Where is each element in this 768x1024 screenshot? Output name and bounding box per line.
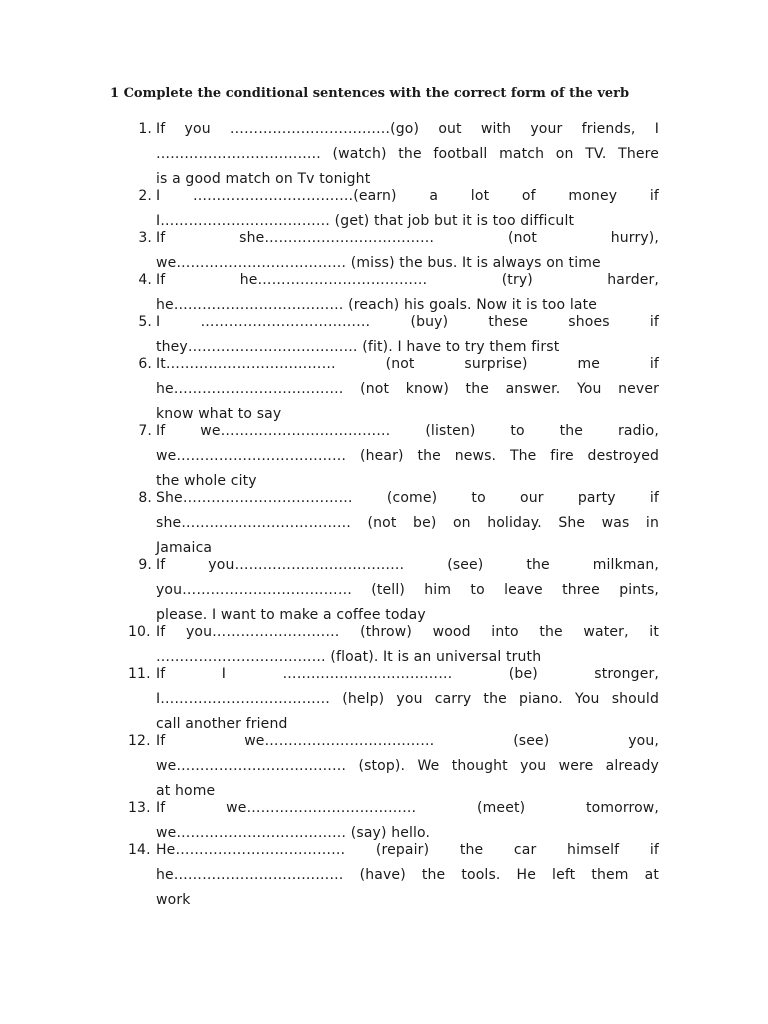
- exercise-item: [128, 352, 659, 427]
- exercise-line: work: [156, 892, 191, 908]
- exercise-line: If we……………………………… (listen) to the radio,: [156, 423, 659, 439]
- exercise-line: If we……………………………… (meet) tomorrow,: [156, 800, 659, 816]
- exercise-item: [128, 486, 659, 561]
- exercise-number: 12.: [128, 733, 151, 749]
- exercise-line: If we……………………………… (see) you,: [156, 733, 659, 749]
- exercise-line: we……………………………… (stop). We thought you were already: [156, 758, 659, 774]
- exercise-line: she……………………………… (not be) on holiday. She was in: [156, 515, 659, 531]
- exercise-line: please. I want to make a coffee today: [156, 607, 426, 623]
- exercise-heading: 1 Complete the conditional sentences with the correct form of the verb: [110, 86, 630, 101]
- exercise-line: they……………………………… (fit). I have to try them first: [156, 339, 560, 355]
- exercise-number: 3.: [138, 230, 152, 246]
- exercise-line: he……………………………… (have) the tools. He left them at: [156, 867, 659, 883]
- exercise-line: I ………………………….…(earn) a lot of money if: [156, 188, 659, 204]
- exercise-line: he……………………………… (reach) his goals. Now it is too late: [156, 297, 597, 313]
- exercise-line: you……………………………… (tell) him to leave three pints,: [156, 582, 659, 598]
- exercise-line: Jamaica: [156, 540, 213, 556]
- exercise-number: 14.: [128, 842, 151, 858]
- exercise-line: at home: [156, 783, 216, 799]
- exercise-line: we……………………………… (hear) the news. The fire destroyed: [156, 448, 659, 464]
- exercise-number: 2.: [138, 188, 152, 204]
- exercise-number: 5.: [138, 314, 152, 330]
- exercise-item: [128, 838, 659, 913]
- exercise-line: know what to say: [156, 406, 282, 422]
- exercise-line: he……………………………… (not know) the answer. You never: [156, 381, 659, 397]
- exercise-list: [128, 117, 659, 908]
- exercise-number: 6.: [138, 356, 152, 372]
- exercise-line: If I ……………………………… (be) stronger,: [156, 666, 659, 682]
- exercise-number: 11.: [128, 666, 151, 682]
- exercise-number: 4.: [138, 272, 152, 288]
- exercise-item: [128, 419, 659, 494]
- exercise-item: [128, 117, 659, 192]
- exercise-line: If you……………………… (throw) wood into the water, it: [156, 624, 659, 640]
- exercise-line: we……………………………… (miss) the bus. It is always on time: [156, 255, 601, 271]
- exercise-number: 7.: [138, 423, 152, 439]
- exercise-item: [128, 553, 659, 628]
- exercise-line: If you……………………………… (see) the milkman,: [156, 557, 659, 573]
- exercise-line: If he……………………………… (try) harder,: [156, 272, 659, 288]
- exercise-number: 10.: [128, 624, 151, 640]
- exercise-line: call another friend: [156, 716, 288, 732]
- exercise-line: It……………………………… (not surprise) me if: [156, 356, 659, 372]
- exercise-line: If she……………………………… (not hurry),: [156, 230, 659, 246]
- exercise-line: She……………………………… (come) to our party if: [156, 490, 659, 506]
- exercise-number: 1.: [138, 121, 152, 137]
- exercise-line: I……………………………… (help) you carry the piano. You should: [156, 691, 659, 707]
- exercise-number: 8.: [138, 490, 152, 506]
- exercise-number: 9.: [138, 557, 152, 573]
- exercise-line: the whole city: [156, 473, 257, 489]
- exercise-line: is a good match on Tv tonight: [156, 171, 371, 187]
- exercise-item: [128, 662, 659, 737]
- exercise-line: …………………………….. (watch) the football match on TV. There: [156, 146, 659, 162]
- exercise-number: 13.: [128, 800, 151, 816]
- exercise-line: If you ………………………….…(go) out with your friends, I: [156, 121, 659, 137]
- exercise-line: He……………………………… (repair) the car himself if: [156, 842, 659, 858]
- exercise-line: we……………………………… (say) hello.: [156, 825, 431, 841]
- exercise-line: ……………………………… (float). It is an universal truth: [156, 649, 542, 665]
- exercise-line: I ……………………………… (buy) these shoes if: [156, 314, 659, 330]
- exercise-item: [128, 729, 659, 804]
- exercise-line: I……………………………… (get) that job but it is too difficult: [156, 213, 575, 229]
